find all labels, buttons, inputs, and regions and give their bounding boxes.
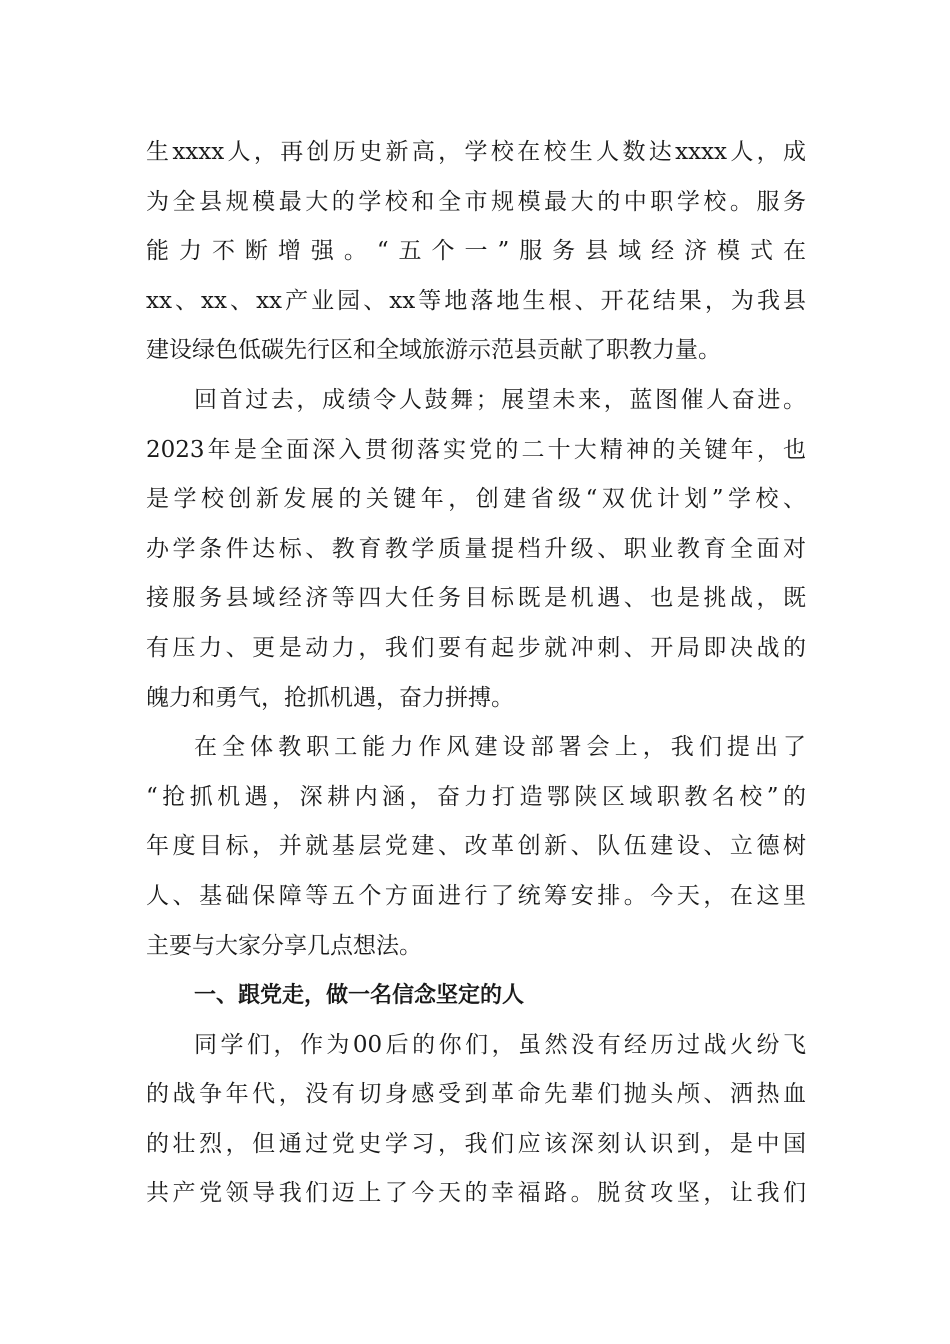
text-line: 是学校创新发展的关键年，创建省级“双优计划”学校、	[146, 486, 806, 513]
text-line: 的战争年代，没有切身感受到革命先辈们抛头颅、洒热血	[146, 1081, 806, 1108]
text-line: 人、基础保障等五个方面进行了统筹安排。今天，在这里	[146, 882, 806, 909]
text-line: 有压力、更是动力，我们要有起步就冲刺、开局即决战的	[146, 634, 806, 661]
section-heading: 一、跟党走，做一名信念坚定的人	[194, 983, 525, 1009]
document-body	[146, 128, 806, 1219]
text-line: 办学条件达标、教育教学质量提档升级、职业教育全面对	[146, 535, 806, 562]
text-line: 建设绿色低碳先行区和全域旅游示范县贡献了职教力量。	[146, 337, 721, 364]
paragraph-first-line: 在全体教职工能力作风建设部署会上，我们提出了	[194, 734, 806, 761]
text-line: 能力不断增强。“五个一”服务县域经济模式在	[146, 238, 806, 265]
text-line: 2023年是全面深入贯彻落实党的二十大精神的关键年，也	[146, 436, 806, 463]
text-line: 魄力和勇气，抢抓机遇，奋力拼搏。	[146, 684, 514, 711]
paragraph-first-line: 同学们，作为00后的你们，虽然没有经历过战火纷飞	[194, 1031, 806, 1058]
paragraph-first-line: 回首过去，成绩令人鼓舞；展望未来，蓝图催人奋进。	[194, 386, 806, 413]
text-line: 生xxxx人，再创历史新高，学校在校生人数达xxxx人，成	[146, 139, 806, 165]
text-line: “抢抓机遇，深耕内涵，奋力打造鄂陕区域职教名校”的	[146, 783, 806, 810]
text-line: 共产党领导我们迈上了今天的幸福路。脱贫攻坚，让我们	[146, 1180, 806, 1207]
text-line: 年度目标，并就基层党建、改革创新、队伍建设、立德树	[146, 833, 806, 860]
text-line: 为全县规模最大的学校和全市规模最大的中职学校。服务	[146, 188, 806, 215]
text-line: 主要与大家分享几点想法。	[146, 932, 422, 959]
text-line: 接服务县域经济等四大任务目标既是机遇、也是挑战，既	[146, 585, 806, 612]
text-line: xx、xx、xx产业园、xx等地落地生根、开花结果，为我县	[146, 287, 806, 314]
text-line: 的壮烈，但通过党史学习，我们应该深刻认识到，是中国	[146, 1130, 806, 1157]
